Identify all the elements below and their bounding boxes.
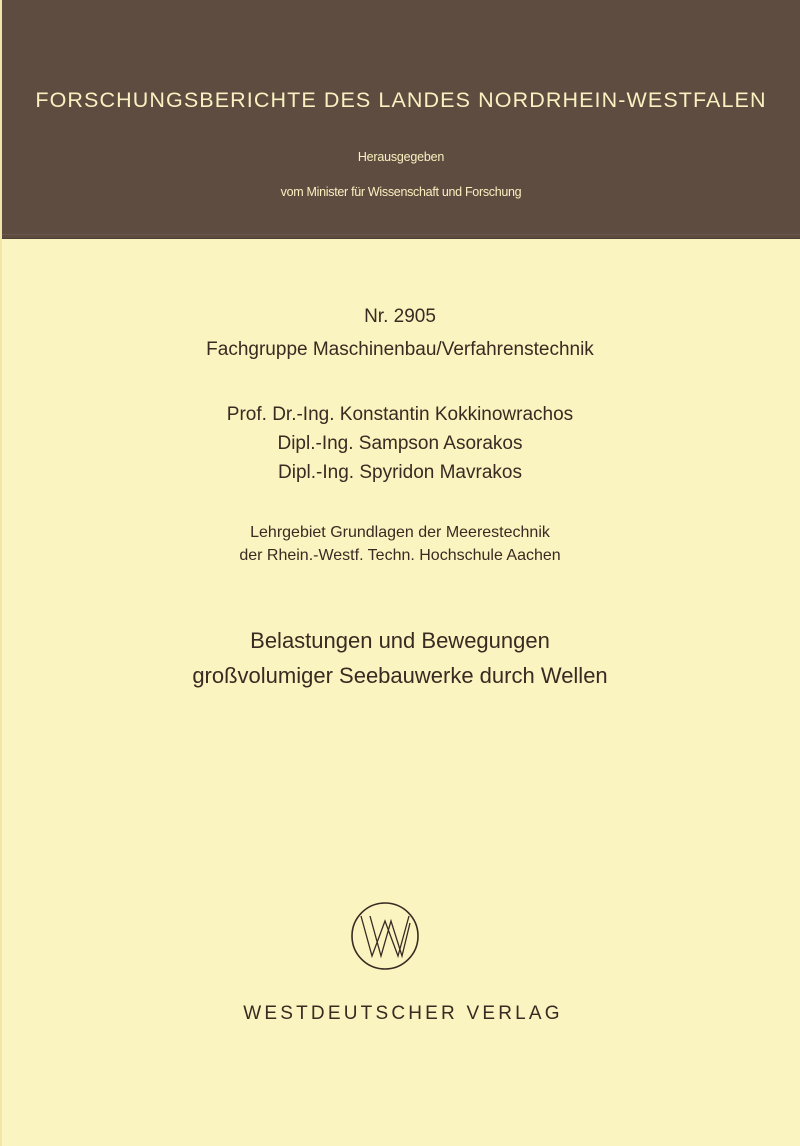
report-number: Nr. 2905	[364, 306, 436, 327]
author-list	[0, 400, 800, 487]
author: Prof. Dr.-Ing. Konstantin Kokkinowrachos	[226, 404, 574, 425]
westdeutscher-verlag-logo-icon	[350, 901, 420, 971]
author: Dipl.-Ing. Spyridon Mavrakos	[278, 462, 522, 483]
institution	[0, 521, 800, 567]
publisher-name: WESTDEUTSCHER VERLAG	[243, 1003, 563, 1024]
subject-group: Fachgruppe Maschinenbau/Verfahrenstechnik	[206, 339, 594, 360]
band-divider	[2, 234, 800, 235]
author: Dipl.-Ing. Sampson Asorakos	[277, 433, 523, 454]
book-title-line: großvolumiger Seebauwerke durch Wellen	[192, 663, 608, 688]
institution-line: der Rhein.-Westf. Techn. Hochschule Aachen	[239, 547, 561, 564]
series-header-band	[2, 0, 800, 239]
published-by-ministry: vom Minister für Wissenschaft und Forschung	[280, 185, 522, 199]
book-title	[0, 623, 800, 693]
book-title-line: Belastungen und Bewegungen	[250, 628, 550, 653]
institution-line: Lehrgebiet Grundlagen der Meerestechnik	[250, 524, 550, 541]
published-by-label: Herausgegeben	[357, 150, 445, 164]
series-title: FORSCHUNGSBERICHTE DES LANDES NORDRHEIN-WESTFALEN	[35, 88, 767, 112]
